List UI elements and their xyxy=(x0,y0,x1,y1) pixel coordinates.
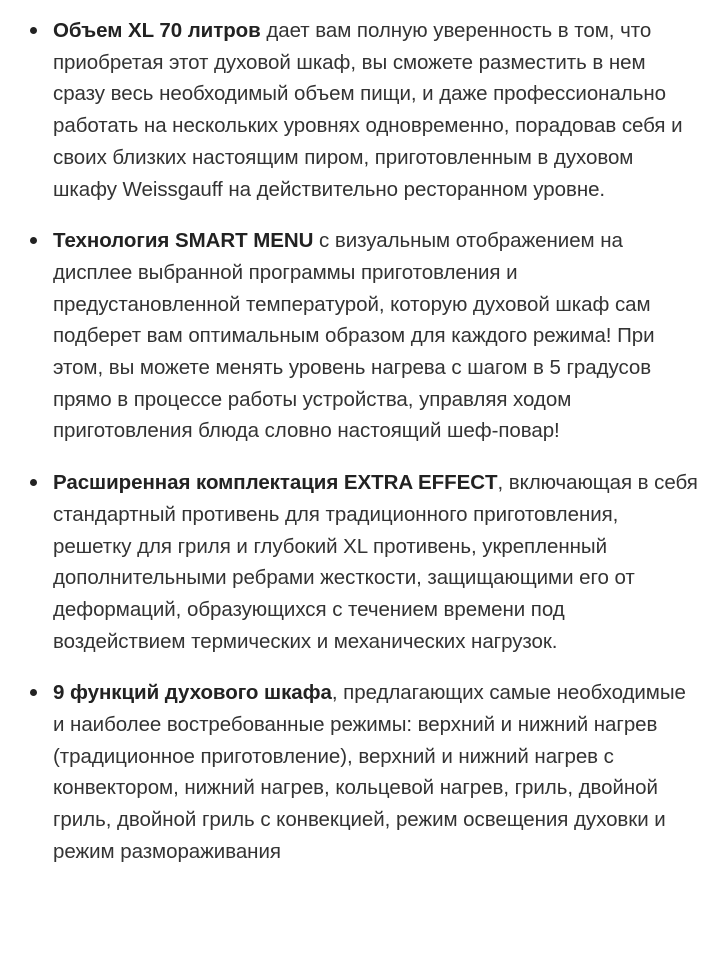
bullet-dot-icon xyxy=(30,479,37,486)
feature-lead: 9 функций духового шкафа xyxy=(53,681,332,705)
feature-text: с визуальным отображением на дисплее выбранной программы приготовления и предустановленной температурой, которую духовой шкаф сам подберет вам оптимальным образом для каждого режима! При этом, вы можете менять уровень нагрева с шагом в 5 градусов прямо в процессе работы устройства, управляя ходом приготовления блюда словно настоящий шеф-повар! xyxy=(53,229,655,443)
feature-text: , включающая в себя стандартный противень для традиционного приготовления, решетку для гриля и глубокий XL противень, укрепленный дополнительными ребрами жесткости, защищающими его от деформаций, образующихся с течением времени под воздействием термических и механических нагрузок. xyxy=(53,471,698,653)
feature-item-extra-effect xyxy=(0,467,712,657)
feature-text: , предлагающих самые необходимые и наиболее востребованные режимы: верхний и нижний нагрев (традиционное приготовление), верхний и нижний нагрев с конвектором, нижний нагрев, кольцевой нагрев, гриль, двойной гриль, двойной гриль с конвекцией, режим освещения духовки и режим размораживания xyxy=(53,681,686,863)
bullet-dot-icon xyxy=(30,27,37,34)
feature-item-smart-menu xyxy=(0,225,712,447)
feature-item-9-functions xyxy=(0,677,712,867)
bullet-dot-icon xyxy=(30,237,37,244)
feature-lead: Расширенная комплектация EXTRA EFFECT xyxy=(53,471,498,495)
feature-text: дает вам полную уверенность в том, что приобретая этот духовой шкаф, вы сможете разместить в нем сразу весь необходимый объем пищи, и даже профессионально работать на нескольких уровнях одновременно, порадовав себя и своих близких настоящим пиром, приготовленным в духовом шкафу Weissgauff на действительно ресторанном уровне. xyxy=(53,19,683,201)
feature-item-volume-xl xyxy=(0,15,712,205)
feature-lead: Объем XL 70 литров xyxy=(53,19,261,42)
feature-lead: Технология SMART MENU xyxy=(53,229,314,253)
feature-list xyxy=(0,15,712,888)
bullet-dot-icon xyxy=(30,689,37,696)
